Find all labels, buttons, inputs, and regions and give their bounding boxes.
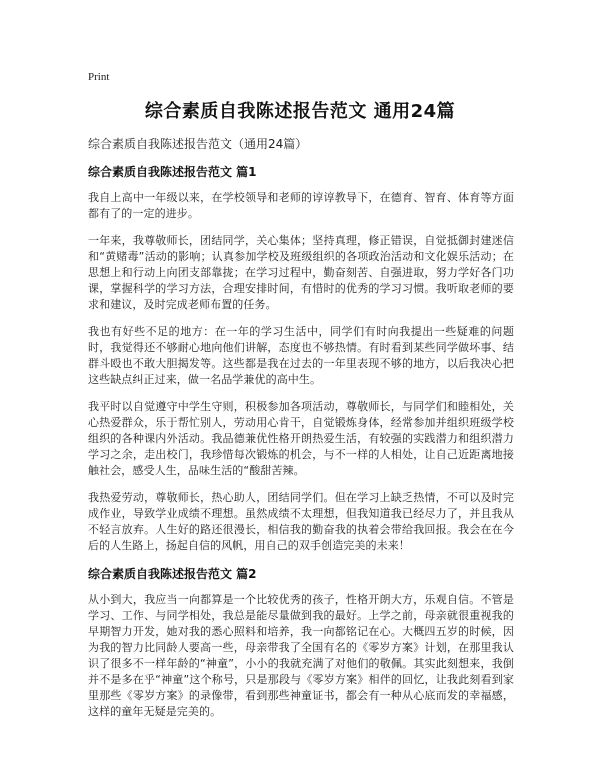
section-2-paragraph-1: 从小到大，我应当一向都算是一个比较优秀的孩子，性格开朗大方，乐观自信。不管是学习、工作、与同学相处，我总是能尽量做到我的最好。上学之前，母亲就很重视我的早期智力开发，她对我的悉心照料和培养，我一向都铭记在心。大概四五岁的时候，因为我的智力比同龄人要高一些，母亲带我了全国有名的《零岁方案》计划，在那里我认识了很多不一样年龄的“神童”，小小的我就充满了对他们的敬佩。其实此刻想来，我倒并不是多在乎“神童”这个称号，只是那段与《零岁方案》相伴的回忆，让我此刻看到家里那些《零岁方案》的录像带，看到那些神童证书，都会有一种从心底而发的幸福感，这样的童年无疑是完美的。 [88,593,514,718]
section-1-paragraph-5: 我热爱劳动，尊敬师长，热心助人，团结同学们。但在学习上缺乏热情，不可以及时完成作业，导致学业成绩不理想。虽然成绩不太理想，但我知道我已经尽力了，并且我从不轻言放弃。人生好的路还很漫长，相信我的勤奋我的执着会带给我回报。我会在在今后的人生路上，扬起自信的风帆，用自己的双手创造完美的未来！ [88,491,514,552]
section-1-paragraph-1: 我自上高中一年级以来，在学校领导和老师的谆谆教导下，在德育、智育、体育等方面都有了的一定的进步。 [88,191,514,220]
document-subtitle: 综合素质自我陈述报告范文（通用24篇） [88,137,308,151]
section-1-paragraph-4: 我平时以自觉遵守中学生守则，积极参加各项活动，尊敬师长，与同学们和睦相处，关心热爱群众，乐于帮忙别人，劳动用心肯干，自觉锻炼身体，经常参加并组织班级学校组织的各种课内外活动。我品德兼优性格开朗热爱生活，有较强的实践潜力和组织潜力学习之余，走出校门，我珍惜每次锻炼的机会，与不一样的人相处，让自己近距离地接触社会，感受人生，品味生活的“酸甜苦辣。 [88,400,514,477]
section-1-paragraph-2: 一年来，我尊敬师长，团结同学，关心集体；坚持真理，修正错误，自觉抵御封建迷信和“黄赌毒”活动的影响；认真参加学校及班级组织的各项政治活动和文化娱乐活动；在思想上和行动上向团支部靠拢；在学习过程中，勤奋刻苦、自强进取，努力学好各门功课，掌握科学的学习方法，合理安排时间，有惜时的优秀的学习习惯。我听取老师的要求和建议，及时完成老师布置的任务。 [88,234,514,311]
section-1-paragraph-3: 我也有好些不足的地方：在一年的学习生活中，同学们有时向我提出一些疑难的问题时，我觉得还不够耐心地向他们讲解，态度也不够热情。有时看到某些同学做坏事、结群斗殴也不敢大胆揭发等。这些都是我在过去的一年里表现不够的地方，以后我决心把这些缺点纠正过来，做一名品学兼优的高中生。 [88,325,514,386]
document-title: 综合素质自我陈述报告范文 通用24篇 [144,101,456,122]
document-content [88,135,514,731]
section-heading-1: 综合素质自我陈述报告范文 篇1 [88,165,257,179]
print-link[interactable]: Print [88,71,110,83]
section-heading-2: 综合素质自我陈述报告范文 篇2 [88,567,257,581]
